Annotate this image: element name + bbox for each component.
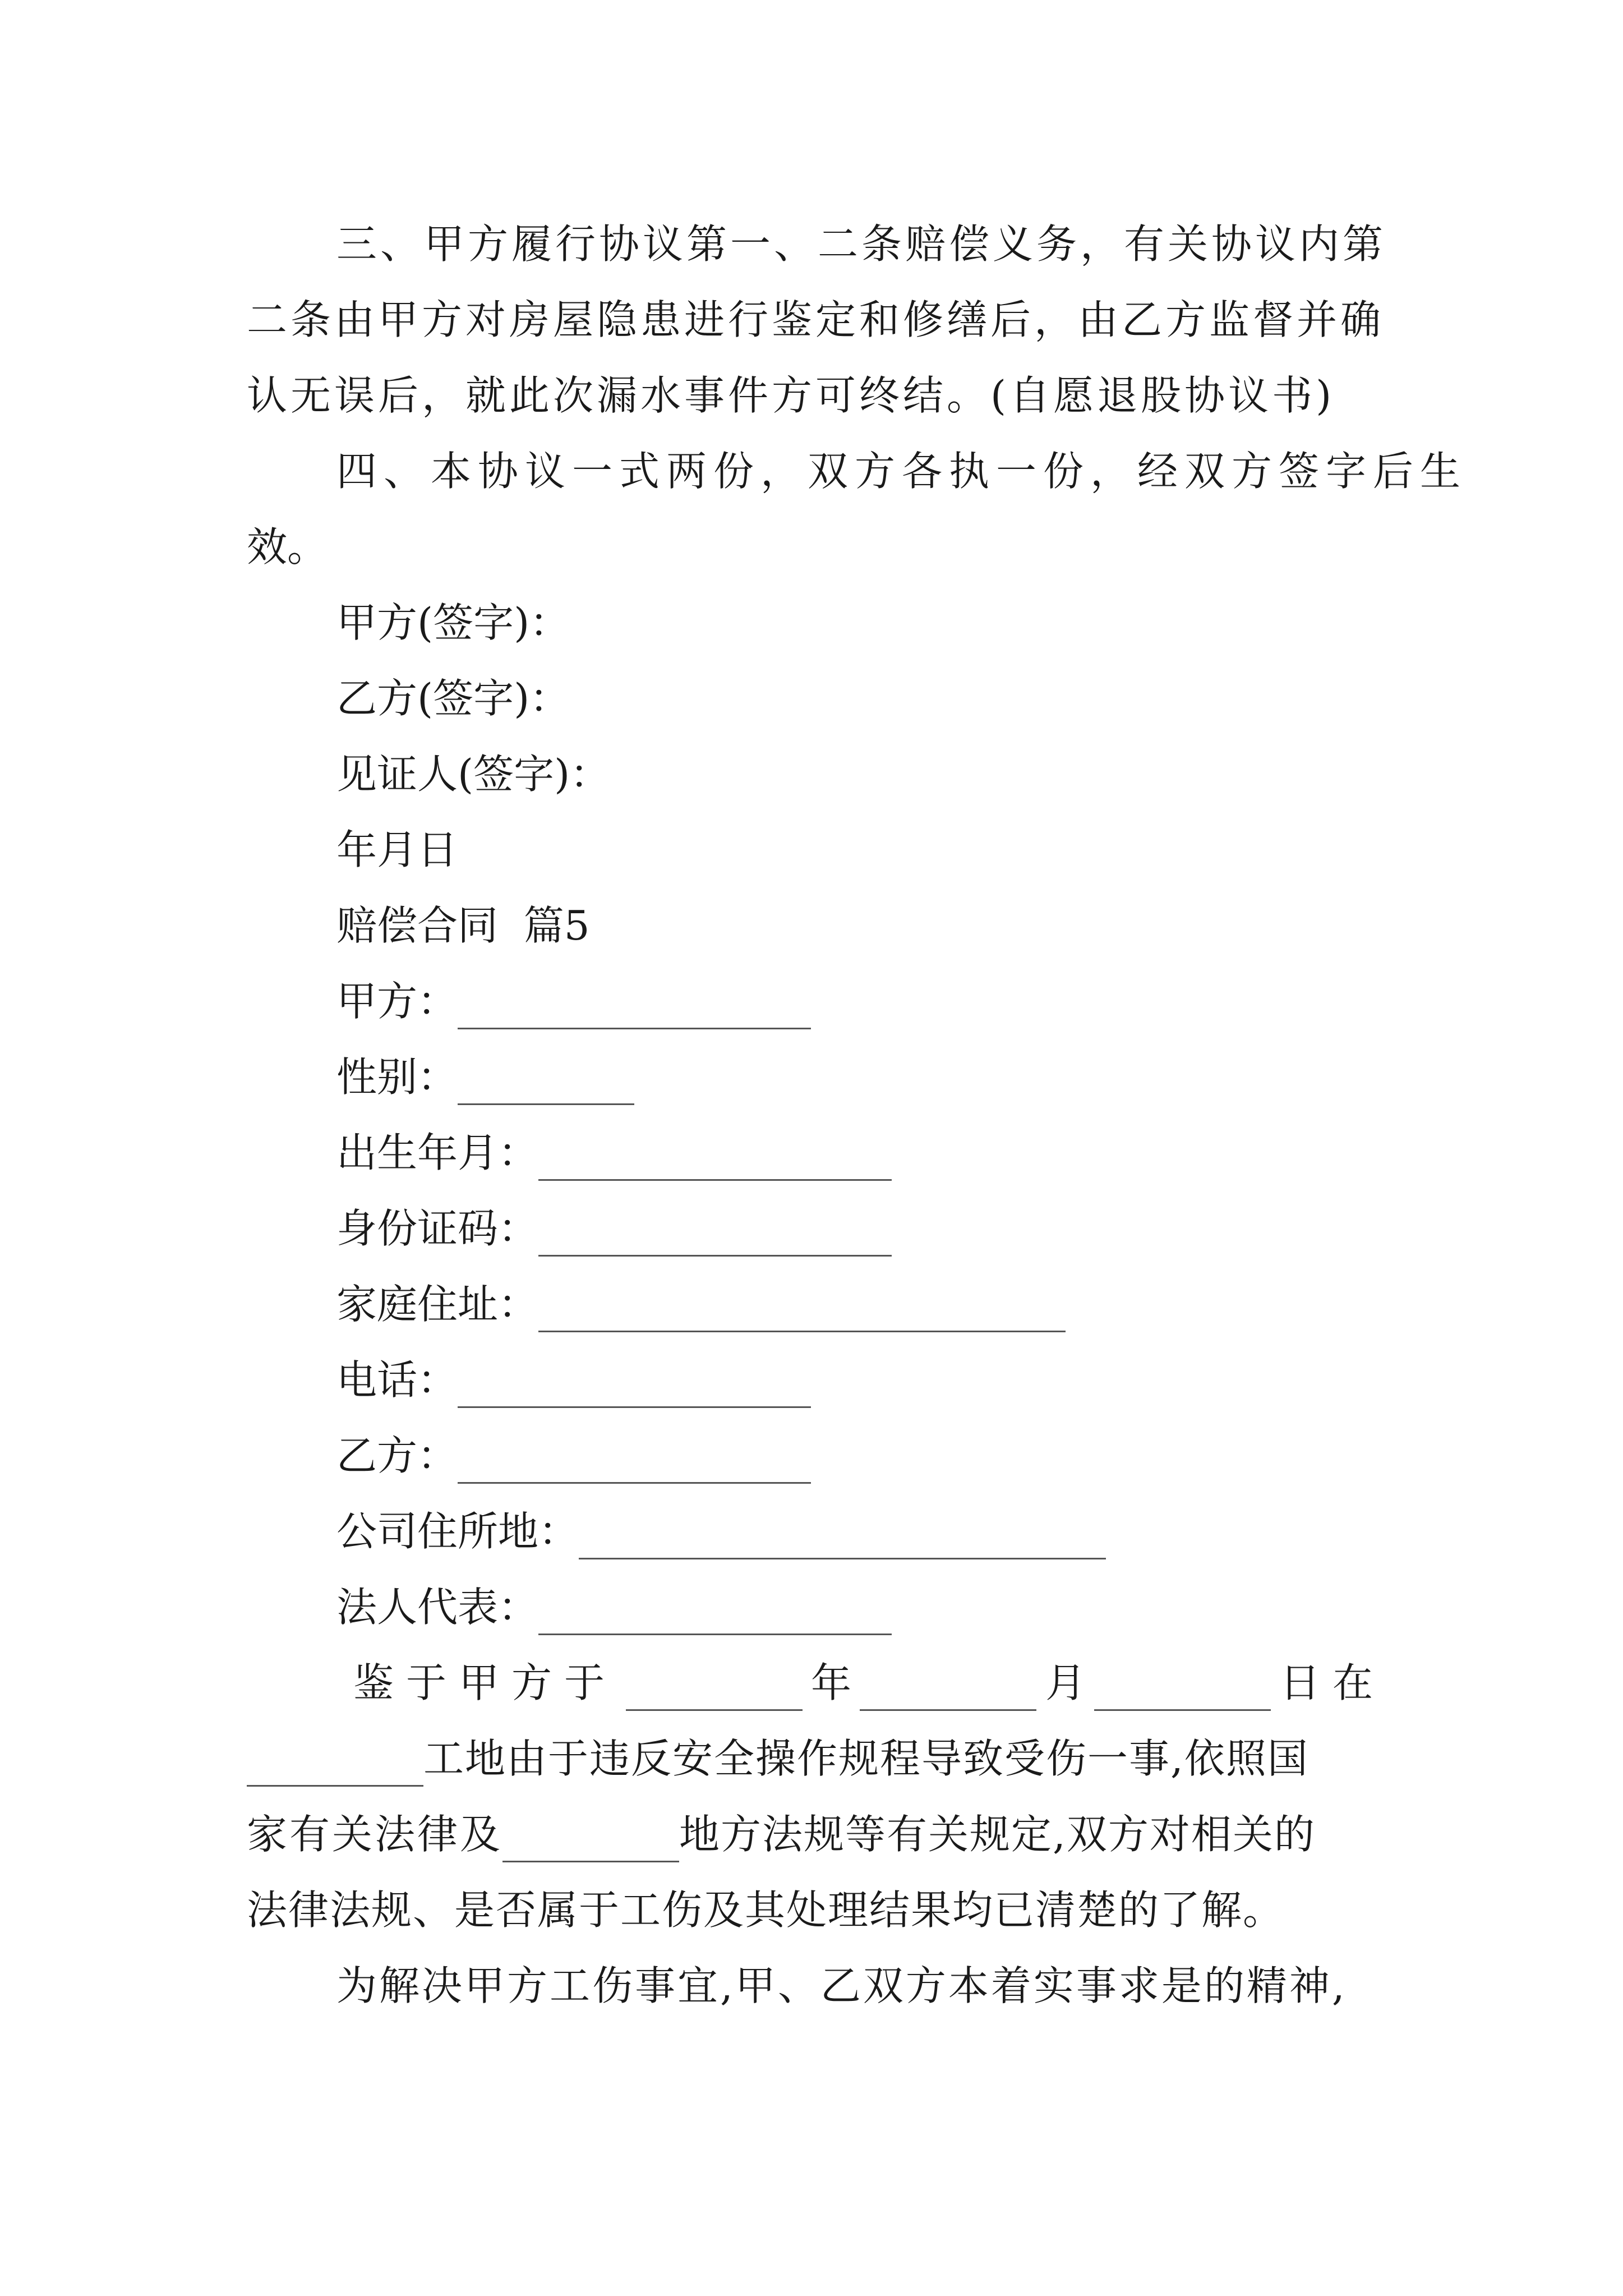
field-address-blank: [538, 1291, 1066, 1332]
field-phone: [336, 1352, 811, 1408]
body-line1: [353, 1655, 1385, 1711]
para3-line1: 三、甲方履行协议第一、二条赔偿义务，有关协议内第: [336, 220, 1387, 268]
field-gender: [336, 1049, 634, 1105]
field-company-address: [336, 1503, 1106, 1559]
body-line5: 为解决甲方工伤事宜,甲、乙双方本着实事求是的精神,: [336, 1962, 1347, 2009]
field-party-b-blank: [458, 1443, 811, 1484]
field-phone-label: 电话：: [336, 1356, 458, 1404]
body-line3: [247, 1806, 1316, 1862]
body-line3-blank-region: [502, 1821, 679, 1862]
sign-witness: 见证人(签字)：: [336, 751, 611, 798]
body-line2-text: 工地由于违反安全操作规程导致受伤一事,依照国: [423, 1735, 1309, 1782]
para4-line1: 四、本协议一式两份，双方各执一份，经双方签字后生: [336, 448, 1468, 495]
field-party-a-blank: [458, 988, 811, 1029]
body-line2: [247, 1731, 1309, 1787]
field-company-address-label: 公司住所地：: [336, 1508, 579, 1555]
body-line2-blank-site: [247, 1746, 423, 1787]
date-line: 年月日: [336, 826, 458, 873]
field-legal-rep-blank: [538, 1594, 892, 1635]
field-id-number-label: 身份证码：: [336, 1205, 539, 1252]
field-address-label: 家庭住址：: [336, 1281, 539, 1328]
field-birth: [336, 1125, 892, 1181]
field-gender-label: 性别：: [336, 1053, 458, 1101]
field-party-a: [336, 973, 811, 1029]
field-legal-rep: [336, 1579, 892, 1635]
field-birth-label: 出生年月：: [336, 1129, 539, 1176]
field-company-address-blank: [579, 1519, 1106, 1559]
body-line3-a: 家有关法律及: [247, 1811, 503, 1858]
body-line1-blank-day: [1094, 1670, 1271, 1711]
body-line4: 法律法规、是否属于工伤及其处理结果均已清楚的了解。: [247, 1887, 1285, 1934]
sign-party-b: 乙方(签字)：: [336, 675, 570, 722]
field-legal-rep-label: 法人代表：: [336, 1584, 539, 1631]
field-party-b: [336, 1428, 811, 1484]
field-party-a-label: 甲方：: [336, 978, 458, 1025]
body-line1-blank-year: [626, 1670, 803, 1711]
field-id-number: [336, 1200, 892, 1257]
field-address: [336, 1276, 1066, 1332]
field-gender-blank: [458, 1064, 634, 1105]
para3-line2: 二条由甲方对房屋隐患进行鉴定和修缮后，由乙方监督并确: [247, 296, 1385, 343]
body-line1-b: 年: [810, 1659, 851, 1706]
body-line3-b: 地方法规等有关规定,双方对相关的: [679, 1811, 1316, 1858]
body-line1-a: 鉴于甲方于: [353, 1659, 617, 1706]
sign-party-a: 甲方(签字)：: [336, 599, 570, 646]
para4-line2: 效。: [247, 523, 328, 570]
para3-line3: 认无误后，就此次漏水事件方可终结。(自愿退股协议书): [247, 372, 1335, 419]
field-birth-blank: [538, 1140, 892, 1181]
section-title: 赔偿合同 篇5: [336, 902, 590, 949]
field-party-b-label: 乙方：: [336, 1432, 458, 1479]
body-line1-d: 日在: [1279, 1659, 1385, 1706]
field-phone-blank: [458, 1367, 811, 1408]
body-line1-blank-month: [860, 1670, 1036, 1711]
field-id-number-blank: [538, 1216, 892, 1257]
body-line1-c: 月: [1045, 1659, 1086, 1706]
